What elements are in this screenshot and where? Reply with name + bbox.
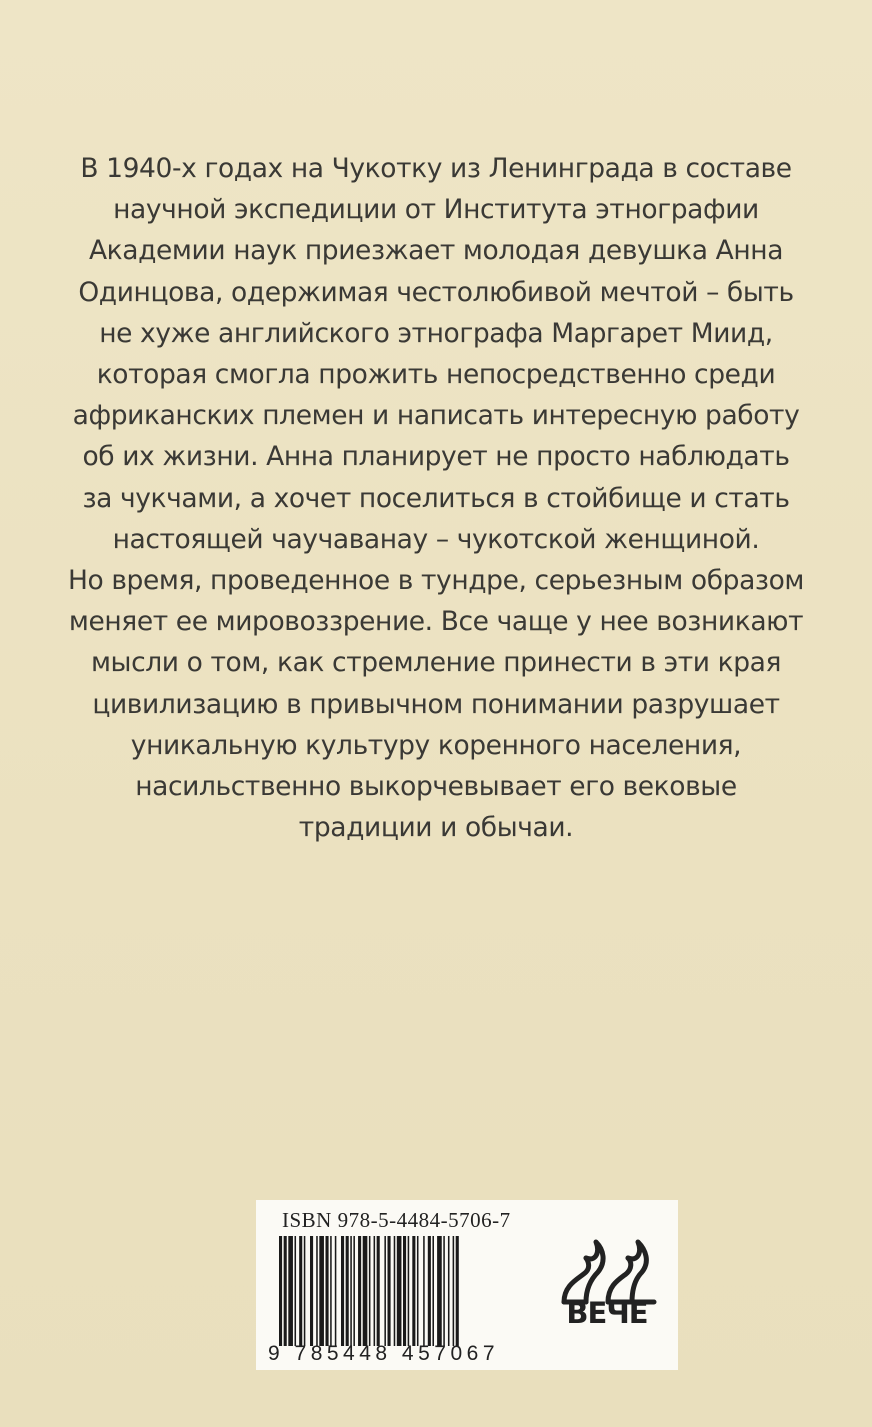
blurb-line: Одинцова, одержимая честолюбивой мечтой – быть [78, 276, 794, 308]
blurb-line: В 1940-х годах на Чукотку из Ленинграда в составе [80, 153, 792, 184]
blurb-line: насильственно выкорчевывает его вековые [135, 771, 737, 803]
blurb-text [60, 148, 812, 848]
blurb-line: традиции и обычаи. [298, 812, 574, 844]
barcode-label [256, 1200, 678, 1370]
blurb-line: за чукчами, а хочет поселиться в стойбище и стать [82, 482, 790, 514]
blurb-line: об их жизни. Анна планирует не просто наблюдать [82, 441, 790, 473]
blurb-line: научной экспедиции от Института этнографии [113, 194, 759, 226]
barcode-bars [279, 1236, 529, 1346]
blurb-line: цивилизацию в привычном понимании разрушает [92, 688, 780, 720]
blurb-line: африканских племен и написать интересную работу [72, 400, 800, 432]
blurb-line: Академии наук приезжает молодая девушка Анна [88, 235, 784, 267]
publisher-logo-text: ВЕЧЕ [566, 1296, 648, 1330]
blurb-line: уникальную культуру коренного населения, [130, 729, 742, 761]
ean-digits: 9 785448 457067 [268, 1342, 499, 1365]
blurb-line: которая смогла прожить непосредственно среди [96, 359, 776, 391]
blurb-line: не хуже английского этнографа Маргарет Миид, [99, 317, 773, 349]
blurb-line: меняет ее мировоззрение. Все чаще у нее возникают [68, 606, 804, 638]
blurb-line: настоящей чаучаванау – чукотской женщиной. [112, 523, 760, 555]
isbn-number: ISBN 978-5-4484-5706-7 [282, 1208, 511, 1232]
blurb-line: мысли о том, как стремление принести в эти края [90, 647, 782, 679]
blurb-line: Но время, проведенное в тундре, серьезным образом [67, 565, 805, 597]
